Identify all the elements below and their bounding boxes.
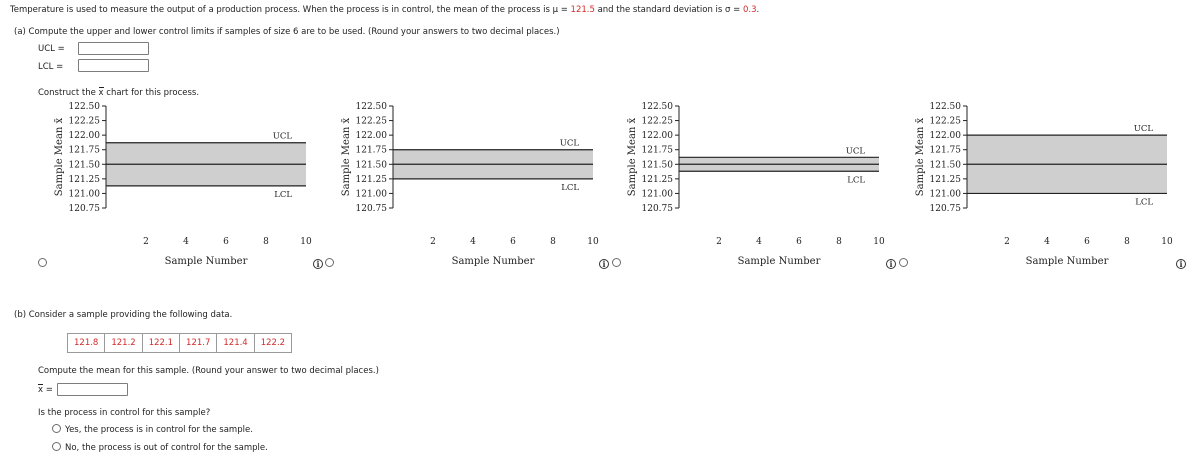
y-tick-label: 121.75 [68,145,100,156]
x-tick-label: 10 [873,237,885,247]
x-tick-label: 8 [836,237,842,247]
option-no-label[interactable]: No, the process is out of control for the sample. [65,443,268,453]
y-tick-label: 122.50 [641,102,673,112]
sample-value: 121.8 [68,334,105,353]
lcl-input[interactable] [78,59,149,72]
y-tick-label: 122.00 [641,131,673,142]
x-axis-title: Sample Number [451,256,535,267]
x-tick-label: 2 [1004,237,1010,247]
sample-value: 121.2 [105,334,142,353]
lcl-label: LCL = [38,62,64,72]
y-tick-label: 121.00 [355,189,387,200]
y-tick-label: 121.50 [641,160,673,171]
xbar-chart-option-4 [909,98,1189,268]
y-tick-label: 122.25 [929,116,961,127]
y-tick-label: 121.00 [641,189,673,200]
construct-xbar: x [98,88,104,98]
x-tick-label: 8 [263,237,269,247]
y-tick-label: 122.50 [355,102,387,112]
xbar-equals: = [43,385,53,395]
compute-mean-instruction: Compute the mean for this sample. (Round your answer to two decimal places.) [38,366,379,376]
chart-option-2-radio[interactable] [325,258,334,267]
ucl-input[interactable] [78,42,149,55]
sample-value: 121.7 [180,334,217,353]
chart-1-info-icon[interactable]: i [313,259,323,269]
option-yes-radio[interactable] [52,424,61,433]
y-tick-label: 122.25 [641,116,673,127]
chart-option-4-radio[interactable] [899,258,908,267]
sample-value: 122.1 [142,334,179,353]
part-b-heading: (b) Consider a sample providing the following data. [14,310,233,320]
sample-value: 122.2 [254,334,291,353]
y-tick-label: 120.75 [641,204,673,214]
x-tick-label: 2 [430,237,436,247]
intro-text: Temperature is used to measure the output of a production process. When the process is in control, the mean of the process is μ = [10,5,571,15]
ucl-line-label: UCL [272,131,292,142]
x-tick-label: 2 [143,237,149,247]
x-tick-label: 4 [470,237,476,247]
chart-2-info-icon[interactable]: i [599,259,609,269]
y-tick-label: 122.25 [68,116,100,127]
x-tick-label: 8 [550,237,556,247]
construct-suffix: chart for this process. [103,88,200,98]
lcl-line-label: LCL [561,182,579,193]
y-tick-label: 121.75 [641,145,673,156]
y-tick-label: 121.25 [929,174,961,185]
lcl-line-label: LCL [274,189,292,200]
chart-svg-4 [909,98,1189,268]
xbar-chart-option-3 [621,98,901,268]
x-tick-label: 6 [1084,237,1090,247]
y-tick-label: 121.00 [929,189,961,200]
x-axis-title: Sample Number [737,256,821,267]
x-tick-label: 6 [223,237,229,247]
y-tick-label: 121.50 [355,160,387,171]
x-tick-label: 10 [587,237,599,247]
y-tick-label: 121.50 [929,160,961,171]
chart-3-info-icon[interactable]: i [886,259,896,269]
xbar-chart-option-1 [48,98,328,268]
sample-data-table [67,333,292,353]
xbar-label [38,385,53,395]
y-tick-label: 121.75 [929,145,961,156]
sigma-value: 0.3 [742,5,757,15]
y-tick-label: 120.75 [68,204,100,214]
intro-mid-text: and the standard deviation is σ = [594,5,743,15]
y-tick-label: 121.75 [355,145,387,156]
y-tick-label: 121.25 [355,174,387,185]
option-yes-label[interactable]: Yes, the process is in control for the sample. [65,425,253,435]
y-tick-label: 121.25 [68,174,100,185]
chart-svg-3 [621,98,901,268]
x-tick-label: 10 [300,237,312,247]
ucl-line-label: UCL [559,138,579,149]
y-tick-label: 121.25 [641,174,673,185]
y-tick-label: 122.00 [355,131,387,142]
in-control-question: Is the process in control for this sample? [38,408,211,418]
mu-value: 121.5 [570,5,595,15]
x-tick-label: 4 [183,237,189,247]
chart-option-1-radio[interactable] [38,258,47,267]
x-tick-label: 4 [1044,237,1050,247]
intro-end: . [756,5,760,15]
y-tick-label: 121.00 [68,189,100,200]
x-axis-title: Sample Number [164,256,248,267]
ucl-line-label: UCL [1133,124,1153,135]
ucl-label: UCL = [38,44,65,54]
y-axis-title: Sample Mean x̄ [627,117,638,197]
y-tick-label: 122.00 [68,131,100,142]
xbar-chart-option-2 [335,98,615,268]
y-axis-title: Sample Mean x̄ [54,117,65,197]
y-tick-label: 120.75 [929,204,961,214]
lcl-line-label: LCL [1135,197,1153,208]
part-a-heading: (a) Compute the upper and lower control limits if samples of size 6 are to be used. (Round your answers to two decimal places.) [14,27,560,37]
construct-instruction [38,88,199,98]
y-tick-label: 121.50 [68,160,100,171]
chart-svg-2 [335,98,615,268]
ucl-line-label: UCL [845,146,865,157]
x-axis-title: Sample Number [1025,256,1109,267]
y-axis-title: Sample Mean x̄ [341,117,352,197]
problem-intro [10,5,759,15]
y-tick-label: 122.50 [68,102,100,112]
xbar-symbol: x [38,385,44,395]
construct-prefix: Construct the [38,88,99,98]
sample-value: 121.4 [217,334,254,353]
chart-option-3-radio[interactable] [612,258,621,267]
y-tick-label: 122.25 [355,116,387,127]
option-no-radio[interactable] [52,442,61,451]
x-tick-label: 6 [510,237,516,247]
y-tick-label: 120.75 [355,204,387,214]
x-tick-label: 8 [1124,237,1130,247]
chart-svg-1 [48,98,328,268]
x-tick-label: 2 [716,237,722,247]
y-tick-label: 122.50 [929,102,961,112]
y-axis-title: Sample Mean x̄ [915,117,926,197]
lcl-line-label: LCL [847,175,865,186]
sample-mean-input[interactable] [57,383,128,396]
x-tick-label: 10 [1161,237,1173,247]
chart-4-info-icon[interactable]: i [1176,259,1186,269]
x-tick-label: 4 [756,237,762,247]
y-tick-label: 122.00 [929,131,961,142]
x-tick-label: 6 [796,237,802,247]
